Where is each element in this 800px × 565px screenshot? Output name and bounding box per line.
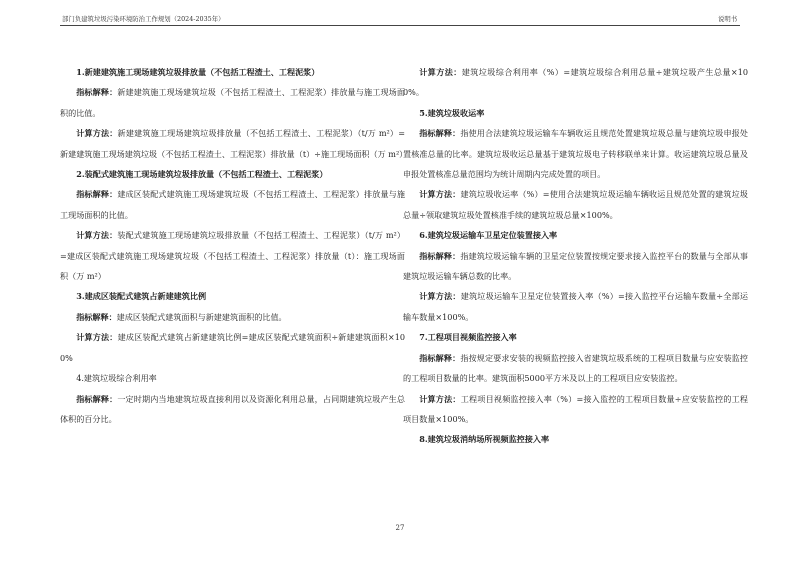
right-column xyxy=(403,62,748,450)
page-number: 27 xyxy=(395,524,405,532)
paragraph-text: 指使用合法建筑垃圾运输车车辆收运且规范处置建筑垃圾总量与建筑垃圾申报处置核准总量的比率。建筑垃圾收运总量基于建筑垃圾电子转移联单来计算。收运建筑垃圾总量及申报处置核准总量范围均为统计周期内完成处置的项目。 xyxy=(403,128,748,180)
header-title: 部门负建筑垃圾污染环境防治工作规划（2024-2035年） xyxy=(62,15,225,23)
paragraph-label: 计算方法： xyxy=(76,128,118,139)
paragraph-text: 指按规定要求安装的视频监控接入省建筑垃圾系统的工程项目数量与应安装监控的工程项目数量的比率。建筑面积5000平方米及以上的工程项目应安装监控。 xyxy=(403,352,748,384)
paragraph-label: 计算方法： xyxy=(419,67,462,77)
paragraph xyxy=(403,286,748,327)
paragraph-text: 建筑垃圾收运率（%）=使用合法建筑垃圾运输车辆收运且规范处置的建筑垃圾总量÷领取建筑垃圾处置核准手续的建筑垃圾总量×100%。 xyxy=(403,189,748,220)
paragraph xyxy=(60,184,405,225)
section-heading: 2.装配式建筑施工现场建筑垃圾排放量（不包括工程渣土、工程泥浆） xyxy=(76,169,328,180)
paragraph-label: 计算方法： xyxy=(419,189,461,200)
paragraph-label: 计算方法： xyxy=(76,332,118,343)
section-heading: 3.建成区装配式建筑占新建建筑比例 xyxy=(76,291,207,302)
paragraph xyxy=(403,348,748,389)
paragraph xyxy=(60,307,405,327)
paragraph-label: 指标解释： xyxy=(76,311,117,322)
paragraph-label: 计算方法： xyxy=(419,291,461,302)
paragraph-text: 建成区装配式建筑施工现场建筑垃圾（不包括工程渣土、工程泥浆）排放量与施工现场面积的比值。 xyxy=(60,189,405,220)
section-heading: 6.建筑垃圾运输车卫星定位装置接入率 xyxy=(419,230,558,241)
paragraph xyxy=(60,82,405,123)
header-divider xyxy=(60,25,740,26)
paragraph-text: 一定时期内当地建筑垃圾直接利用以及资源化利用总量，占同期建筑垃圾产生总体积的百分比。 xyxy=(60,393,405,424)
paragraph-text: 指建筑垃圾运输车辆的卫星定位装置按规定要求接入监控平台的数量与全部从事建筑垃圾运输车辆总数的比率。 xyxy=(403,250,748,282)
paragraph xyxy=(60,123,408,164)
paragraph xyxy=(60,389,405,430)
paragraph-label: 计算方法： xyxy=(76,230,118,241)
section-heading: 7.工程项目视频监控接入率 xyxy=(419,332,517,343)
paragraph xyxy=(403,184,748,225)
paragraph xyxy=(403,246,748,287)
section-heading: 5.建筑垃圾收运率 xyxy=(419,107,485,118)
paragraph-text: 新建建筑施工现场建筑垃圾（不包括工程渣土、工程泥浆）排放量与施工现场面积的比值。 xyxy=(60,87,405,118)
section-heading: 1.新建建筑施工现场建筑垃圾排放量（不包括工程渣土、工程泥浆） xyxy=(76,67,320,77)
paragraph-label: 计算方法： xyxy=(419,393,461,404)
section-heading: 8.建筑垃圾消纳场所视频监控接入率 xyxy=(419,434,550,445)
paragraph xyxy=(403,389,748,430)
paragraph-text: 建筑垃圾运输车卫星定位装置接入率（%）=接入监控平台运输车数量÷全部运输车数量×100%。 xyxy=(403,291,748,322)
paragraph-label: 指标解释： xyxy=(76,393,118,404)
paragraph-label: 指标解释： xyxy=(76,87,118,98)
paragraph-label: 指标解释： xyxy=(419,352,461,363)
paragraph xyxy=(403,123,748,184)
paragraph-text: 建筑垃圾综合利用率（%）=建筑垃圾综合利用总量÷建筑垃圾产生总量×100%。 xyxy=(403,67,748,98)
paragraph xyxy=(60,327,405,368)
left-column xyxy=(60,62,408,429)
paragraph-label: 指标解释： xyxy=(76,189,118,200)
section-heading: 4.建筑垃圾综合利用率 xyxy=(76,373,157,384)
header-section: 说明书 xyxy=(718,15,738,23)
paragraph-label: 指标解释： xyxy=(419,250,461,261)
paragraph-label: 指标解释： xyxy=(419,128,461,139)
paragraph-text: 工程项目视频监控接入率（%）=接入监控的工程项目数量÷应安装监控的工程项目数量×100%。 xyxy=(403,393,748,424)
paragraph-text: 建成区装配式建筑面积与新建建筑面积的比值。 xyxy=(116,311,287,322)
paragraph xyxy=(403,62,748,103)
paragraph-text: 新建建筑施工现场建筑垃圾排放量（不包括工程渣土、工程泥浆）（t/万 m²）=新建建筑施工现场建筑垃圾（不包括工程渣土、工程泥浆）排放量（t）÷施工现场面积（万 m²） xyxy=(60,128,408,159)
paragraph-text: 装配式建筑施工现场建筑垃圾排放量（不包括工程渣土、工程泥浆）（t/万 m²）=建成区装配式建筑施工现场建筑垃圾（不包括工程渣土、工程泥浆）排放量（t）：施工现场面积（万 m²） xyxy=(60,230,405,282)
paragraph xyxy=(60,225,405,286)
paragraph-text: 建成区装配式建筑占新建建筑比例=建成区装配式建筑面积÷新建建筑面积×100% xyxy=(60,332,405,363)
